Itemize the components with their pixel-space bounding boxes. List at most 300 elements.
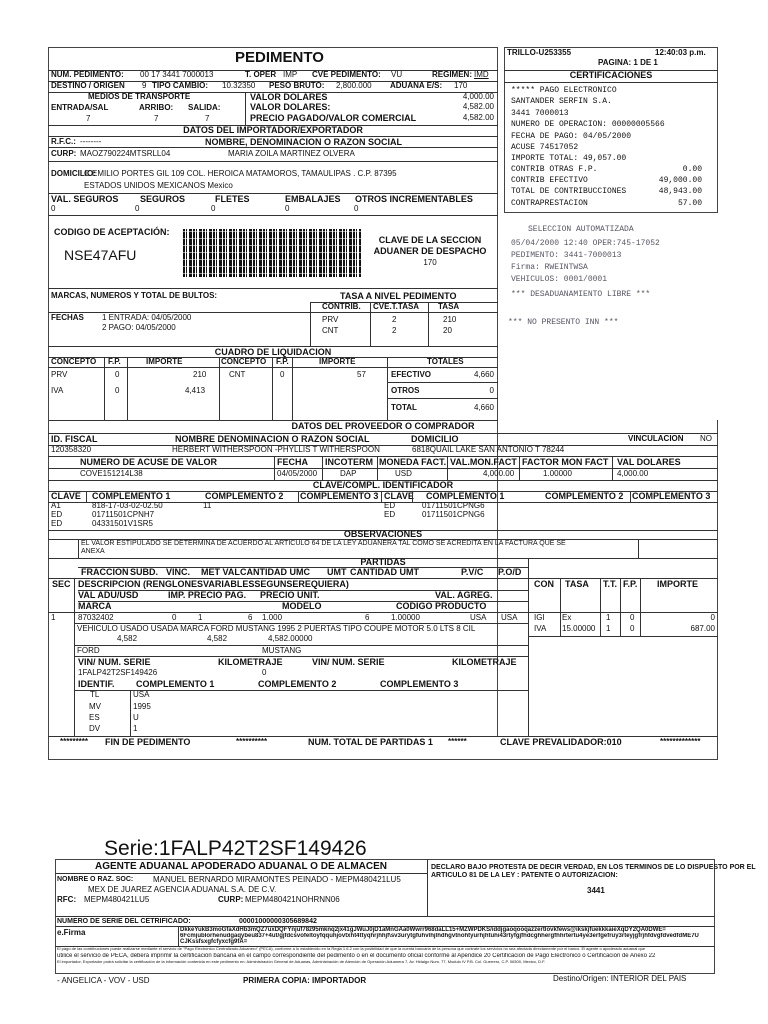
arribo: 7 [154,114,159,123]
agente-title: AGENTE ADUANAL APODERADO ADUANAL O DE ALMACEN [94,861,388,872]
comp1-label: COMPLEMENTO 1 [136,679,215,689]
c2-label: COMPLEMENTO 2 [545,491,624,501]
c3-label: COMPLEMENTO 3 [632,491,711,501]
valadu-label: VAL ADU/USD [78,590,139,600]
agente-curp: MEPM480421NOHRNN06 [245,895,340,904]
clave-row: 11 [203,501,212,510]
vinculacion: NO [700,434,712,443]
tasa-title: TASA A NIVEL PEDIMENTO [340,291,457,301]
rfc: -------- [80,137,102,146]
clave-label: CLAVE [51,491,81,501]
partidas-title: PARTIDAS [360,557,406,567]
partida-fraccion: 87032402 [78,613,114,622]
cve-tasa-label: CVE.T.TASA [373,302,420,311]
factor-label: FACTOR MON FACT [522,457,609,467]
partida-sec: 1 [51,613,56,622]
prov-fecha: 04/05/2000 [277,469,318,478]
fp-label: F.P. [623,579,638,589]
cert-value: 57.00 [677,199,702,208]
divider [48,367,498,368]
clave-row: 818-17-03-02-02.50 [92,501,163,510]
cert-value-label: CONTRAPRESTACION [511,199,588,208]
total-label: TOTAL [391,403,417,412]
divider [55,916,715,917]
cve-pedimento-label: CVE PEDIMENTO: [312,70,381,79]
contrib-row: 687.00 [690,624,715,633]
partidas-header: P.O/D [498,567,522,577]
acceptance-code: NSE47AFU [64,247,137,263]
valdol-label: VAL DOLARES [617,457,681,467]
declaro-line1: DECLARO BAJO PROTESTA DE DECIR VERDAD, EN LOS TERMINOS DE LO DISPUESTO POR EL [431,864,756,871]
curp: MAOZ790224MTSRLL04 [80,149,171,158]
partida-pvc: USA [470,613,487,622]
efectivo: 4,660 [473,370,494,379]
cert-line: FECHA DE PAGO: 04/05/2000 [511,132,632,141]
divider [412,491,413,502]
identif-row: 1995 [133,702,151,711]
clave-label: CLAVE [384,491,414,501]
divider [528,636,718,637]
divider [298,491,299,502]
c1-label: COMPLEMENTO 1 [426,491,505,501]
partida-subd: 0 [172,613,177,622]
divider [381,491,382,502]
patente: 3441 [587,886,605,895]
liq-row: CNT [229,370,246,379]
num-pedimento: 00 17 3441 7000013 [140,70,214,79]
valor-dolares2: 4,582.00 [462,102,494,111]
agente-rfc: MEPM480421LU5 [84,895,150,904]
partida-vinc: 1 [198,613,203,622]
divider [387,398,498,399]
page-title: PEDIMENTO [235,49,324,66]
importe-label: IMPORTE [146,357,183,366]
observaciones-text2: ANEXA [81,548,105,555]
seleccion-line: VEHICULOS: 0001/0001 [511,275,608,284]
importe-label: IMPORTE [319,357,356,366]
divider [600,578,601,636]
footer-left: - ANGELICA - VOV - USD [57,976,150,985]
fine-print: El pago de las contribuciones puede realizarse mediante el servicio de "Pago Electrónico Centralizado Aduanero" (PECA), conforme a lo establecido en la Regla 1.6.2 con la posibilidad de que la cuenta bancaria de la persona que contrate los servicios no sea afectada directamente por el banco. El agente o apoderado aduanal que [57,947,646,951]
t-oper: IMP [283,70,298,79]
nombre-label: NOMBRE, DENOMINACION O RAZON SOCIAL [205,137,402,147]
partida-imp-precio: 4,582 [207,634,228,643]
partidas-header: CANTIDAD UMT [350,567,419,577]
proveedor-title: DATOS DEL PROVEEDOR O COMPRADOR [291,421,475,431]
partida-cant-umc: 1.000 [262,613,283,622]
peso-bruto: 2,800.000 [336,81,372,90]
contrib-row: IVA [534,624,547,633]
divider [130,690,131,736]
agente-nombre-label: NOMBRE O RAZ. SOC: [57,876,134,883]
clave-row: ED [51,519,63,528]
liq-row: 0 [115,370,120,379]
domicilio-line2: ESTADOS UNIDOS MEXICANOS Mexico [84,181,233,190]
cert-line: IMPORTE TOTAL: 49,057.00 [511,154,627,163]
divider [55,873,427,874]
codigo-label: CODIGO PRODUCTO [396,601,487,611]
incoterm: DAP [340,469,357,478]
fp-label: F.P. [276,357,289,366]
divider [48,215,498,216]
divider [640,578,641,636]
destino-label: DESTINO / ORIGEN [51,81,125,90]
val-agreg-label: VAL. AGREG. [435,590,493,600]
footer-right: Destino/Origen: INTERIOR DEL PAIS [553,974,687,983]
tasa-row: 2 [392,326,397,335]
contrib-row: 15.00000 [562,624,596,633]
precio-pagado: 4,582.00 [462,113,494,122]
divider [560,578,561,636]
valmon: 4,000.00 [483,469,515,478]
cert-line: ACUSE 74517052 [511,143,579,152]
otros: 0 [354,204,359,213]
destino: 9 [142,81,147,90]
tt-label: T.T. [603,579,618,589]
incoterm-label: INCOTERM [325,457,373,467]
num-total-label: NUM. TOTAL DE PARTIDAS 1 [308,737,433,747]
divider [48,147,498,148]
divider [387,382,498,383]
divider [127,357,128,420]
comp3-label: COMPLEMENTO 3 [380,679,459,689]
moneda: USD [395,469,412,478]
partidas-header: UMT [327,567,347,577]
fp-label: F.P. [108,357,121,366]
fecha-entrada: 1 ENTRADA: 04/05/2000 [102,313,192,322]
cert-value: 48,943.00 [658,187,702,196]
cert-line: NUMERO DE OPERACION: 00000005566 [511,120,665,129]
salida: 7 [205,114,210,123]
divider [48,445,718,446]
claves-title: CLAVE/COMPL. IDENTIFICADOR [312,480,454,490]
liq-row: 210 [193,370,207,379]
contrib-row: 1 [606,613,611,622]
footer-mid: PRIMERA COPIA: IMPORTADOR [243,976,367,985]
seleccion-line: *** DESADUANAMIENTO LIBRE *** [511,290,651,299]
vin-label: VIN/ NUM. SERIE [312,657,385,667]
partidas-header: FRACCION [81,567,129,577]
km-label: KILOMETRAJE [452,657,517,667]
time: 12:40:03 p.m. [655,48,706,57]
importe-label: IMPORTE [657,579,699,589]
acceptance-label: CODIGO DE ACEPTACIÓN: [54,227,170,237]
partidas-header: SUBD. [130,567,159,577]
cert-value: 49,000.00 [658,176,702,185]
divider [219,357,220,420]
marca-label: MARCA [78,601,112,611]
precio-unit-label: PRECIO UNIT. [260,590,320,600]
otros-label: OTROS INCREMENTABLES [355,194,473,204]
partida-marca: FORD [77,646,100,655]
partida-modelo: MUSTANG [262,646,302,655]
cert-value-label: CONTRIB OTRAS F.P. [511,165,598,174]
declaro-line2: ARTICULO 81 DE LA LEY : PATENTE O AUTORIZACION: [431,872,618,879]
cert-line: SANTANDER SERFIN S.A. [511,97,612,106]
divider [245,92,246,125]
agente-rfc-label: RFC: [57,895,77,904]
peso-bruto-label: PESO BRUTO: [269,81,325,90]
barcode-overlay [183,229,361,277]
partidas-header: P.V/C [461,567,484,577]
tipo-cambio-label: TIPO CAMBIO: [152,81,208,90]
identif-row: MV [89,702,101,711]
aduana-label: ADUANA E/S: [390,81,443,90]
divider [428,302,429,346]
efirma-label: e.Firma [57,928,86,937]
seleccion-line: 05/04/2000 12:40 OPER:745-17052 [511,239,660,248]
agente-nombre2: MEX DE JUAREZ AGENCIA ADUANAL S.A. DE C.V. [88,885,277,894]
fletes: 0 [211,204,216,213]
valor-dolares: 4,000.00 [462,92,494,101]
partidas-header: CANTIDAD UMC [240,567,310,577]
salida-label: SALIDA: [188,103,221,112]
identif-row: DV [89,724,101,733]
no-presento: *** NO PRESENTO INN *** [508,318,619,327]
fin-stars: ****** [448,737,467,746]
tasa-row: 20 [443,326,452,335]
modelo-label: MODELO [282,601,322,611]
c3-label: COMPLEMENTO 3 [300,491,379,501]
tasa-row: PRV [322,315,339,324]
km: 0 [262,668,267,677]
contrib-row: 0 [630,613,635,622]
val-seguros-label: VAL. SEGUROS [51,194,119,204]
divider [48,161,498,162]
desc-label: DESCRIPCION (RENGLONESVARIABLESSEGUNSEREQUIERA) [78,579,349,589]
observaciones-text1: EL VALOR ESTIPULADO SE DETERMINA DE ACUERDO AL ARTICULO 64 DE LA LEY ADUANERA TAL COMO SE ACREDITA EN LA FACTURA QUE SE [81,540,566,547]
clave-row: A1 [51,501,61,510]
regimen-label: REGIMEN: [432,70,472,79]
agente-nombre1: MANUEL BERNARDO MIRAMONTES PEINADO - MEPM480421LU5 [153,875,401,884]
c1-label: COMPLEMENTO 1 [92,491,171,501]
val-seguros: 0 [51,204,56,213]
otros-total: 0 [489,386,494,395]
divider [78,539,79,558]
divider [387,357,388,420]
tasa-row: CNT [322,326,339,335]
cert-value: 0.00 [682,165,702,174]
efirma-line: DkkeYukB3moGfaXdHb3mQZ7uxDQFYnjuf78z95mknq2jx41gJWuJ0jD1aMnGAa0Wwrr968daLL15+MZWPDKS/iddjgaoqooqazzertlovkfews@ikskjfuekkkaieXqDY2QA0DWE= [180,927,666,933]
valor-dolares-label: VALOR DOLARES [250,92,328,102]
arribo-label: ARRIBO: [139,103,174,112]
embalajes-label: EMBALAJES [285,194,341,204]
fin-stars: ********* [60,737,89,746]
moneda-label: MONEDA FACT. [379,457,447,467]
concepto-label: CONCEPTO [51,357,97,366]
num-pedimento-label: NUM. PEDIMENTO: [51,70,124,79]
fletes-label: FLETES [215,194,250,204]
importador-section-title: DATOS DEL IMPORTADOR/EXPORTADOR [183,125,363,135]
identif-row: ES [89,713,100,722]
acuse-label: NUMERO DE ACUSE DE VALOR [80,457,218,467]
medios-label: MEDIOS DE TRANSPORTE [88,92,191,101]
entrada-label: ENTRADA/SAL [51,103,109,112]
partida-descripcion: VEHICULO USADO USADA MARCA FORD MUSTANG 1995 2 PUERTAS TIPO COUPE MOTOR 5.0 LTS 8 CIL [77,624,476,633]
efirma-line: CJKssfsxgfcfyxcfg9fA= [180,939,248,945]
tasa-row: 210 [443,315,457,324]
identif-row: USA [133,690,150,699]
marcas-label: MARCAS, NUMEROS Y TOTAL DE BULTOS: [51,291,218,300]
seguros-label: SEGUROS [140,194,186,204]
serie: Serie:1FALP42T2SF149426 [104,837,367,860]
t-oper-label: T. OPER [245,70,277,79]
pagina: PAGINA: 1 DE 1 [598,58,658,67]
fin-stars: ********** [236,737,268,746]
comp2-label: COMPLEMENTO 2 [258,679,337,689]
identif-row: TL [90,690,100,699]
fine-print: utilice el servicio de PECA, deberá imprimir la certificación bancaria en el campo correspondiente del pedimento o en el documento oficial conforme al Apendice 20 Certificacion de Pago Electronico o Certificación de Anexo 22 [57,953,656,959]
totales-label: TOTALES [427,357,464,366]
liq-row: 4,413 [185,386,206,395]
clave-row: 01711501CPNG6 [422,501,485,510]
liquidacion-title: CUADRO DE LIQUIDACION [214,347,332,357]
liq-row: 0 [115,386,120,395]
divider [620,578,621,636]
partidas-header: VINC. [166,567,191,577]
liq-row: 0 [280,370,285,379]
contrib-row: 1 [606,624,611,633]
divider [272,357,273,420]
fechas-label: FECHAS [51,313,84,322]
identif-row: 1 [133,724,138,733]
clave-seccion-label2: ADUANER DE DESPACHO [373,246,487,256]
clave-row: 01711501CPNG6 [422,510,485,519]
domicilio-label: DOMICILIO: [51,169,96,178]
clave-row: ED [384,510,396,519]
partida-met: 6 [248,613,253,622]
trillo: TRILLO-U253355 [507,48,572,57]
contrib-row: 0 [710,613,715,622]
contrib-row: Ex [562,613,572,622]
c2-label: COMPLEMENTO 2 [205,491,284,501]
cert-value-label: CONTRIB EFECTIVO [511,176,588,185]
divider [504,82,718,83]
divider [48,433,718,434]
divider [310,312,498,313]
partida-precio-unit: 4,582.00000 [268,634,313,643]
identif-row: U [133,713,139,722]
cert-line: 3441 7000013 [511,109,569,118]
identif-label: IDENTIF. [78,679,115,689]
cert-value-label: TOTAL DE CONTRIBUCCIONES [511,187,627,196]
sec-label: SEC [52,579,71,589]
precio-pagado-label: PRECIO PAGADO/VALOR COMERCIAL [250,113,417,123]
prov-nombre: HERBERT WITHERSPOON -PHYLLIS T WITHERSPOON [172,445,380,454]
efirma-line: 6FcmjubIorhenudgaqybeu837+4ut/gjfdcsvofeltoyfqquhjovtxht4ttyqhrjhhjf\sv3urytgfuhvlhjlhdhgvtnohtyurhjhtuhi43rtyfgjfhdcghhergfhhrtertu4ye3erfgefruy3rteyjgfrjhfdvgfdvedfdME7U [180,933,699,939]
liq-row: IVA [51,386,64,395]
vin-label: VIN/ NUM. SERIE [78,657,151,667]
seguros: 0 [135,204,140,213]
divider [427,859,428,916]
valor-dolares2-label: VALOR DOLARES: [250,102,331,112]
contrib-label: CONTRIB. [322,302,361,311]
tasa-label: TASA [565,579,589,589]
divider [178,926,179,946]
prov-nombre-label: NOMBRE DENOMINACION O RAZON SOCIAL [175,434,370,444]
regimen: IMD [474,70,489,79]
fecha-pago: 2 PAGO: 04/05/2000 [102,323,176,332]
seleccion-line: SELECCION AUTOMATIZADA [528,225,634,234]
liq-row: PRV [51,370,68,379]
divider [74,645,528,646]
km-label: KILOMETRAJE [218,657,283,667]
id-fiscal-label: ID. FISCAL [51,434,98,444]
entrada: 7 [86,114,91,123]
divider [104,357,105,420]
valmon-label: VAL.MON.FACT [450,457,517,467]
rfc-label: R.F.C.: [51,137,76,146]
factor: 1.00000 [543,469,572,478]
fin-label: FIN DE PEDIMENTO [105,737,191,747]
otros-label: OTROS [391,386,420,395]
partida-pod: USA [501,613,518,622]
vin: 1FALP42T2SF149426 [78,668,158,677]
partida-umt: 6 [365,613,370,622]
divider [528,558,529,736]
divider [310,302,311,346]
cve-pedimento: VU [391,70,403,79]
concepto-label: CONCEPTO [221,357,267,366]
prov-domicilio: 6818QUAIL LAKE SAN ANTONIO T 78244 [412,445,565,454]
clave-row: 04331501V1SR5 [92,519,153,528]
clave-row: ED [51,510,63,519]
observaciones-title: OBSERVACIONES [343,529,423,539]
fecha-label: FECHA [277,457,308,467]
divider [48,612,718,613]
embalajes: 0 [285,204,290,213]
contrib-row: IGI [534,613,545,622]
divider [74,578,75,736]
clave-row: ED [384,501,396,510]
tasa-label: TASA [438,302,460,311]
divider [86,491,87,502]
certificaciones-title: CERTIFICACIONES [569,70,653,80]
curp-label: CURP: [51,149,77,158]
con-label: CON [534,579,554,589]
divider [630,491,631,502]
divider [48,288,498,289]
fin-stars: ************* [660,737,701,746]
domicilio-line1: C EMILIO PORTES GIL 109 COL. HEROICA MATAMOROS, TAMAULIPAS . C.P. 87395 [84,169,397,178]
fine-print: El importador, Exportador podrá solicitar la certificación de la información contenida en este pedimento en: Administración General de Aduanas, Administración de Atención de Operación Aduanera 7, Av. Hidalgo Num. 77, Modulo IV P.B. Col. Guerrero, C.P. 06300, Mexico, D.F. [57,960,546,964]
divider [638,539,639,558]
divider [292,357,293,420]
liq-row: 57 [357,370,366,379]
acuse: COVE151214L38 [80,469,143,478]
divider [370,302,371,346]
cert-serie-label: NUMERO DE SERIE DEL CETRIFICADO: [57,918,191,925]
imp-precio-label: IMP. PRECIO PAG. [168,590,247,600]
contrib-row: 0 [630,624,635,633]
prov-domicilio-label: DOMICILIO [411,434,459,444]
clave-seccion: 170 [423,258,437,267]
aduana: 170 [454,81,468,90]
clave-prev: CLAVE PREVALIDADOR:010 [500,737,622,747]
efectivo-label: EFECTIVO [391,370,432,379]
total: 4,660 [473,403,494,412]
cert-line: ***** PAGO ELECTRONICO [511,86,617,95]
partidas-header: MET VAL [201,567,240,577]
clave-row: 01711501CPNH7 [92,510,155,519]
tasa-row: 2 [392,315,397,324]
agente-curp-label: CURP: [218,895,244,904]
valdol: 4,000.00 [617,469,649,478]
tipo-cambio: 10.32350 [222,81,256,90]
partida-cant-umt: 1.00000 [391,613,420,622]
partida-valadu: 4,582 [117,634,138,643]
seleccion-line: Firma: RWEINTWSA [511,263,588,272]
